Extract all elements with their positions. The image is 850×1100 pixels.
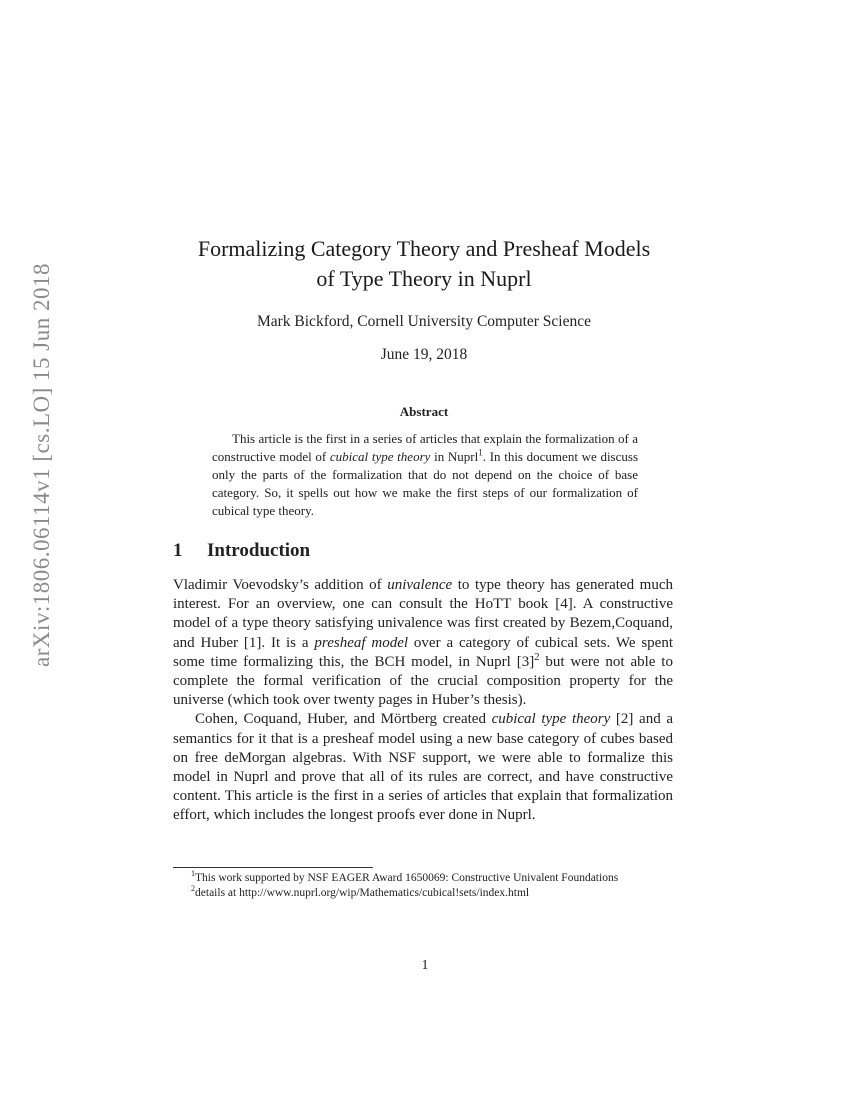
p1-text-1: Vladimir Voevodsky’s addition of: [173, 577, 388, 593]
section-heading: [173, 540, 310, 562]
footnote-2: [173, 886, 673, 901]
abstract-text-3: . In this document we discuss only the parts of the formalization that do not depend on the choice of base category. So, it spells out how we make the first steps of our formalization of cubical type theory.: [212, 449, 639, 518]
author-line: Mark Bickford, Cornell University Computer Science: [256, 313, 592, 330]
abstract-body: [212, 430, 638, 520]
abstract-italic: cubical type theory: [329, 449, 431, 464]
abstract-text-2: in Nuprl: [430, 449, 479, 464]
p2-italic-1: cubical type theory: [491, 711, 611, 728]
section-title: Introduction: [207, 540, 311, 561]
footnote-1-mark: 1: [191, 869, 196, 879]
abstract-text-1: This article is the first in a series of articles that explain the formalization of a constructive model of: [212, 431, 638, 464]
p1-text-2: to type theory has generated much interest. For an overview, one can consult the HoTT book [4]. A constructive model of a type theory satisfying univalence was first created by Bezem,Coquand, and Huber [1]. It is a: [173, 577, 673, 651]
paper-title: [150, 234, 698, 294]
abstract-heading: Abstract: [399, 404, 449, 419]
p1-italic-2: presheaf model: [314, 634, 409, 651]
date-line: June 19, 2018: [380, 346, 468, 363]
page-number: 1: [421, 958, 429, 973]
footnote-2-text: details at http://www.nuprl.org/wip/Mathematics/cubical!sets/index.html: [195, 887, 530, 899]
introduction-body: [173, 576, 673, 826]
footnotes: [173, 871, 673, 901]
footnote-ref-1: 1: [478, 447, 483, 458]
title-line-2: of Type Theory in Nuprl: [316, 266, 532, 291]
p1-text-4: but were not able to complete the formal verification of the crucial composition property for the universe (which took over twenty pages in Huber’s thesis).: [173, 653, 673, 709]
footnote-ref-2: 2: [534, 651, 540, 663]
arxiv-stamp: arXiv:1806.06114v1 [cs.LO] 15 Jun 2018: [29, 263, 54, 667]
footnote-2-mark: 2: [191, 884, 196, 894]
p1-italic-1: univalence: [387, 577, 453, 593]
footnote-1-text: This work supported by NSF EAGER Award 1650069: Constructive Univalent Foundations: [195, 872, 619, 884]
footnote-1: [173, 871, 673, 886]
p2-text-1: Cohen, Coquand, Huber, and Mörtberg created: [195, 711, 492, 728]
footnote-rule: [173, 867, 373, 868]
title-line-1: Formalizing Category Theory and Presheaf Models: [197, 236, 651, 261]
paragraph-1: [173, 576, 673, 710]
p1-text-3: over a category of cubical sets. We spent some time formalizing this, the BCH model, in Nuprl [3]: [173, 634, 674, 670]
p2-text-2: [2] and a semantics for it that is a presheaf model using a new base category of cubes based on free deMorgan algebras. With NSF support, we were able to formalize this model in Nuprl and prove that all of its rules are correct, and have constructive content. This article is the first in a series of articles that explain that formalization effort, which includes the longest proofs ever done in Nuprl.: [173, 711, 673, 824]
paragraph-2: [173, 710, 673, 825]
section-number: 1: [173, 540, 183, 561]
